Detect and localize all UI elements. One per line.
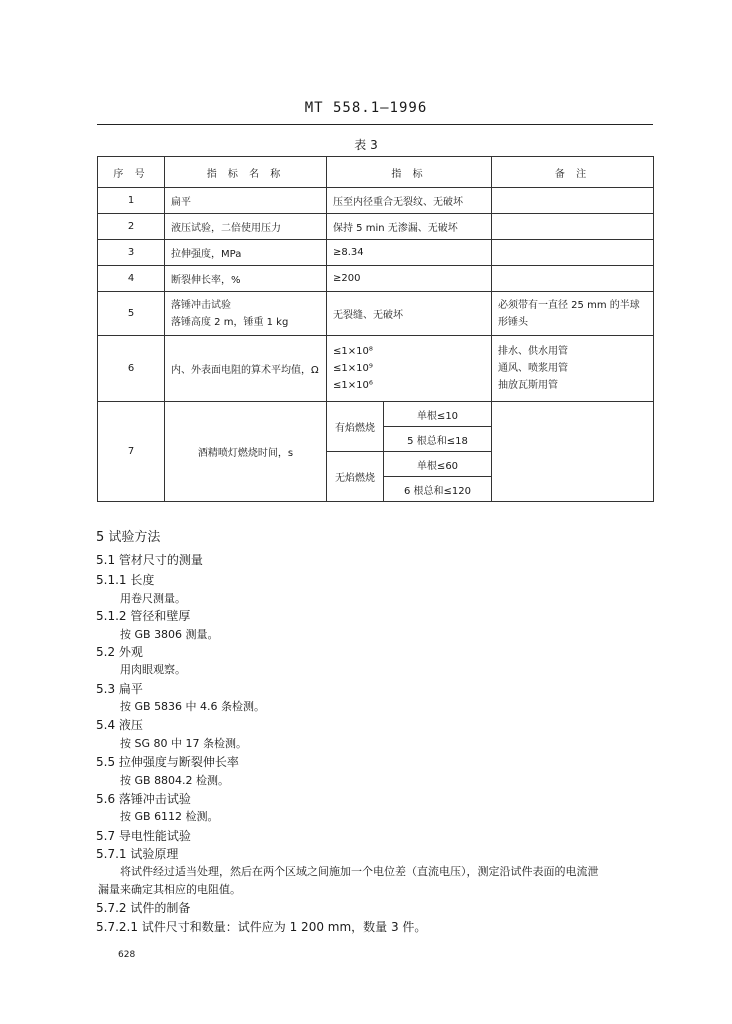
name-line: 落锤冲击试验 [171,299,231,311]
cell-no: 1 [98,188,165,214]
cell-name: 拉伸强度，MPa [165,240,327,266]
section-heading: 5.1.2 管径和壁厚 [96,609,191,623]
table-row [98,240,654,266]
section-heading: 5.1 管材尺寸的测量 [96,553,203,567]
col-header-no: 序 号 [98,157,165,188]
section-heading: 5.7 导电性能试验 [96,829,191,843]
col-header-name: 指 标 名 称 [165,157,327,188]
cell-no: 2 [98,214,165,240]
cell-value: 压至内径重合无裂纹、无破坏 [327,188,492,214]
note-line: 形锤头 [498,316,528,328]
cell-flame-single: 单根≤10 [384,402,492,427]
table-row [98,266,654,292]
cell-noflame-total: 6 根总和≤120 [384,477,492,502]
note-line: 排水、供水用管 [498,346,568,357]
cell-name [165,292,327,336]
table-row [98,336,654,402]
cell-no: 7 [98,402,165,502]
value-line: ≤1×10⁸ [333,346,373,357]
header-rule [97,124,653,125]
table-caption: 表 3 [354,138,378,152]
cell-note [492,336,654,402]
cell-note [492,240,654,266]
cell-no: 3 [98,240,165,266]
section-heading: 5.6 落锤冲击试验 [96,792,191,806]
table-row [98,188,654,214]
page-number: 628 [118,950,136,960]
document-code: MT 558.1—1996 [304,100,428,116]
cell-noflame-label: 无焰燃烧 [327,452,384,502]
cell-no: 5 [98,292,165,336]
section-heading: 5.4 液压 [96,718,143,732]
body-text: 用肉眼观察。 [120,663,186,676]
cell-name: 扁平 [165,188,327,214]
cell-noflame-single: 单根≤60 [384,452,492,477]
section-heading: 5.7.2 试件的制备 [96,901,191,915]
cell-no: 6 [98,336,165,402]
cell-note [492,214,654,240]
cell-name: 液压试验，二倍使用压力 [165,214,327,240]
cell-value: 无裂缝、无破坏 [327,292,492,336]
cell-note [492,188,654,214]
section-heading: 5.1.1 长度 [96,573,155,587]
body-text: 按 GB 3806 测量。 [120,628,219,641]
col-header-value: 指 标 [327,157,492,188]
cell-name: 内、外表面电阻的算术平均值，Ω [165,336,327,402]
cell-value: ≥8.34 [327,240,492,266]
body-text: 按 GB 6112 检测。 [120,810,219,823]
cell-no: 4 [98,266,165,292]
section-heading: 5 试验方法 [96,530,161,545]
body-text: 按 GB 8804.2 检测。 [120,774,230,787]
section-heading: 5.3 扁平 [96,682,143,696]
cell-note [492,402,654,502]
section-heading: 5.2 外观 [96,645,143,659]
cell-flame-total: 5 根总和≤18 [384,427,492,452]
body-text: 将试件经过适当处理，然后在两个区域之间施加一个电位差（直流电压），测定沿试件表面的电流泄 [120,865,599,878]
note-line: 通风、喷浆用管 [498,363,568,374]
section-heading: 5.5 拉伸强度与断裂伸长率 [96,755,239,769]
col-header-note: 备 注 [492,157,654,188]
cell-name: 断裂伸长率，% [165,266,327,292]
body-text: 按 SG 80 中 17 条检测。 [120,737,247,750]
note-line: 抽放瓦斯用管 [498,380,558,391]
table-header-row [98,157,654,188]
spec-table [97,156,654,502]
cell-name: 酒精喷灯燃烧时间，s [165,402,327,502]
value-line: ≤1×10⁹ [333,363,373,374]
note-line: 必须带有一直径 25 mm 的半球 [498,299,640,311]
cell-note [492,266,654,292]
cell-value [327,336,492,402]
cell-value: 保持 5 min 无渗漏、无破坏 [327,214,492,240]
section-heading: 5.7.2.1 试件尺寸和数量：试件应为 1 200 mm，数量 3 件。 [96,920,427,934]
body-text: 按 GB 5836 中 4.6 条检测。 [120,700,266,713]
body-text: 用卷尺测量。 [120,592,186,605]
cell-value: ≥200 [327,266,492,292]
section-heading: 5.7.1 试验原理 [96,847,179,861]
body-text: 漏量来确定其相应的电阻值。 [98,883,241,896]
cell-note [492,292,654,336]
cell-flame-label: 有焰燃烧 [327,402,384,452]
value-line: ≤1×10⁶ [333,380,373,391]
table-row [98,292,654,336]
table-row [98,214,654,240]
table-row [98,402,654,427]
name-line: 落锤高度 2 m，锤重 1 kg [171,316,289,328]
